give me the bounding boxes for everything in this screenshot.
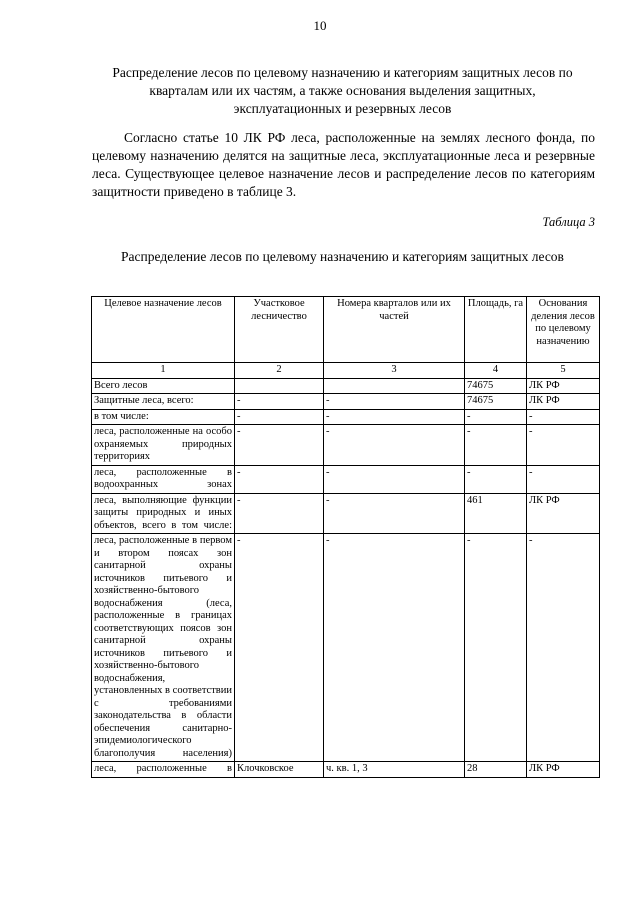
table-cell: ЛК РФ — [527, 394, 600, 410]
table-cell: - — [465, 425, 527, 466]
header-district: Участковое лесничество — [235, 297, 324, 363]
table-cell: - — [235, 465, 324, 493]
header-area: Площадь, га — [465, 297, 527, 363]
column-number: 4 — [465, 363, 527, 379]
table-cell: ЛК РФ — [527, 378, 600, 394]
table-cell: - — [324, 409, 465, 425]
table-cell: Защитные леса, всего: — [92, 394, 235, 410]
column-number: 1 — [92, 363, 235, 379]
table-cell: - — [324, 425, 465, 466]
table-cell: леса, расположенные в первом и втором поясах зон санитарной охраны источников питьевого и хозяйственно-бытового водоснабжения (леса, расположенные в границах соответствующих поясов зон санитарной охраны источников питьевого и хозяйственно-бытового водоснабжения, установленных в соответствии с требованиями законодательства в области обеспечения санитарно-эпидемиологического благополучия населения) — [92, 534, 235, 762]
forest-distribution-table — [91, 296, 600, 778]
table-cell: - — [235, 425, 324, 466]
table-cell: Клочковское — [235, 762, 324, 778]
table-cell — [235, 378, 324, 394]
table-cell: - — [465, 534, 527, 762]
page-number: 10 — [313, 18, 327, 33]
column-number: 2 — [235, 363, 324, 379]
table-cell: 28 — [465, 762, 527, 778]
table-cell: - — [527, 465, 600, 493]
table-label: Таблица 3 — [542, 215, 595, 229]
table-cell: леса, расположенные в — [92, 762, 235, 778]
table-cell: ЛК РФ — [527, 493, 600, 534]
table-cell — [324, 378, 465, 394]
table-cell: - — [527, 409, 600, 425]
column-number: 3 — [324, 363, 465, 379]
table-cell: - — [324, 534, 465, 762]
body-paragraph: Согласно статье 10 ЛК РФ леса, расположенные на землях лесного фонда, по целевому назначению делятся на защитные леса, эксплуатационные леса и резервные леса. Существующее целевое назначение лесов и распределение лесов по категориям защитности приведено в таблице 3. — [92, 130, 595, 199]
table-row — [92, 465, 600, 493]
table-cell: Всего лесов — [92, 378, 235, 394]
table-cell: леса, расположенные на особо охраняемых природных территориях — [92, 425, 235, 466]
table-cell: леса, расположенные в водоохранных зонах — [92, 465, 235, 493]
table-row — [92, 493, 600, 534]
table-cell: - — [527, 425, 600, 466]
table-number-row — [92, 363, 600, 379]
table-header-row — [92, 297, 600, 363]
table-row — [92, 394, 600, 410]
header-purpose: Целевое назначение лесов — [92, 297, 235, 363]
table-row — [92, 762, 600, 778]
table-cell: - — [465, 465, 527, 493]
header-quarters: Номера кварталов или их частей — [324, 297, 465, 363]
header-basis: Основания деления лесов по целевому назначению — [527, 297, 600, 363]
table-cell: - — [235, 493, 324, 534]
table-cell: - — [465, 409, 527, 425]
table-cell: 461 — [465, 493, 527, 534]
table-cell: - — [235, 409, 324, 425]
table-cell: 74675 — [465, 378, 527, 394]
table-cell: ЛК РФ — [527, 762, 600, 778]
table-cell: - — [527, 534, 600, 762]
table-cell: ч. кв. 1, 3 — [324, 762, 465, 778]
table-cell: - — [235, 394, 324, 410]
table-row — [92, 409, 600, 425]
table-cell: леса, выполняющие функции защиты природных и иных объектов, всего в том числе: — [92, 493, 235, 534]
section-heading: Распределение лесов по целевому назначению и категориям защитных лесов по кварталам или их частям, а также основания выделения защитных, эксплуатационных и резервных лесов — [112, 65, 573, 116]
column-number: 5 — [527, 363, 600, 379]
table-cell: в том числе: — [92, 409, 235, 425]
table-row — [92, 378, 600, 394]
table-title: Распределение лесов по целевому назначению и категориям защитных лесов — [121, 249, 564, 264]
table-cell: - — [324, 465, 465, 493]
table-cell: - — [324, 394, 465, 410]
table-cell: - — [235, 534, 324, 762]
table-row — [92, 425, 600, 466]
table-cell: 74675 — [465, 394, 527, 410]
table-cell: - — [324, 493, 465, 534]
table-row — [92, 534, 600, 762]
